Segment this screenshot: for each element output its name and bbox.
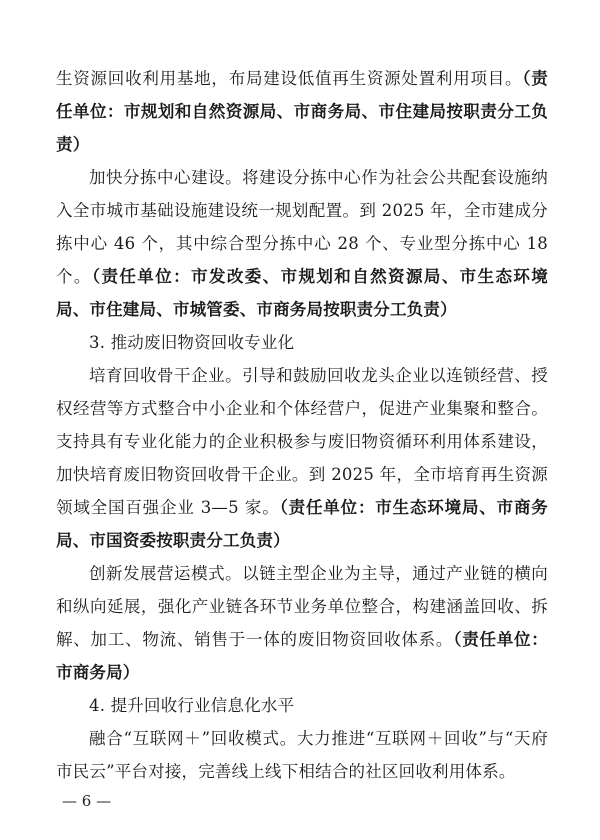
section-heading-3: 3. 推动废旧物资回收专业化 — [89, 333, 295, 352]
responsibility-note: （责任单位：市生态环境局、市商务局、市国资委按职责分工负责） — [56, 498, 548, 550]
responsibility-note: （责任单位：市规划和自然资源局、市商务局、市住建局按职责分工负责） — [56, 69, 549, 154]
paragraph-4 — [56, 557, 548, 689]
page-number: — 6 — — [62, 792, 112, 810]
paragraph-text: 加快分拣中心建设。将建设分拣中心作为社会公共配套设施纳入全市城市基础设施建设统一规划配置。到 2025 年，全市建成分拣中心 46 个，其中综合型分拣中心 28 个、专业型分拣中心 18 个。 — [56, 168, 548, 286]
document-body — [56, 62, 548, 788]
paragraph-5 — [56, 722, 548, 788]
paragraph-1 — [56, 62, 548, 161]
paragraph-2 — [56, 161, 548, 326]
paragraph-text: 融合“互联网＋”回收模式。大力推进“互联网＋回收”与“天府市民云”平台对接，完善线上线下相结合的社区回收利用体系。 — [56, 729, 548, 781]
section-heading-4: 4. 提升回收行业信息化水平 — [89, 696, 295, 715]
paragraph-text: 创新发展营运模式。以链主型企业为主导，通过产业链的横向和纵向延展，强化产业链各环节业务单位整合，构建涵盖回收、拆解、加工、物流、销售于一体的废旧物资回收体系。 — [56, 564, 548, 649]
paragraph-3 — [56, 359, 548, 557]
responsibility-note: （责任单位：市发改委、市规划和自然资源局、市生态环境局、市住建局、市城管委、市商务局按职责分工负责） — [56, 267, 549, 319]
responsibility-note: （责任单位：市商务局） — [56, 630, 548, 682]
paragraph-text: 培育回收骨干企业。引导和鼓励回收龙头企业以连锁经营、授权经营等方式整合中小企业和个体经营户，促进产业集聚和整合。支持具有专业化能力的企业积极参与废旧物资循环利用体系建设，加快培育废旧物资回收骨干企业。到 2025 年，全市培育再生资源领域全国百强企业 3—5 家。 — [56, 366, 548, 517]
paragraph-text: 生资源回收利用基地，布局建设低值再生资源处置利用项目。 — [56, 69, 523, 88]
